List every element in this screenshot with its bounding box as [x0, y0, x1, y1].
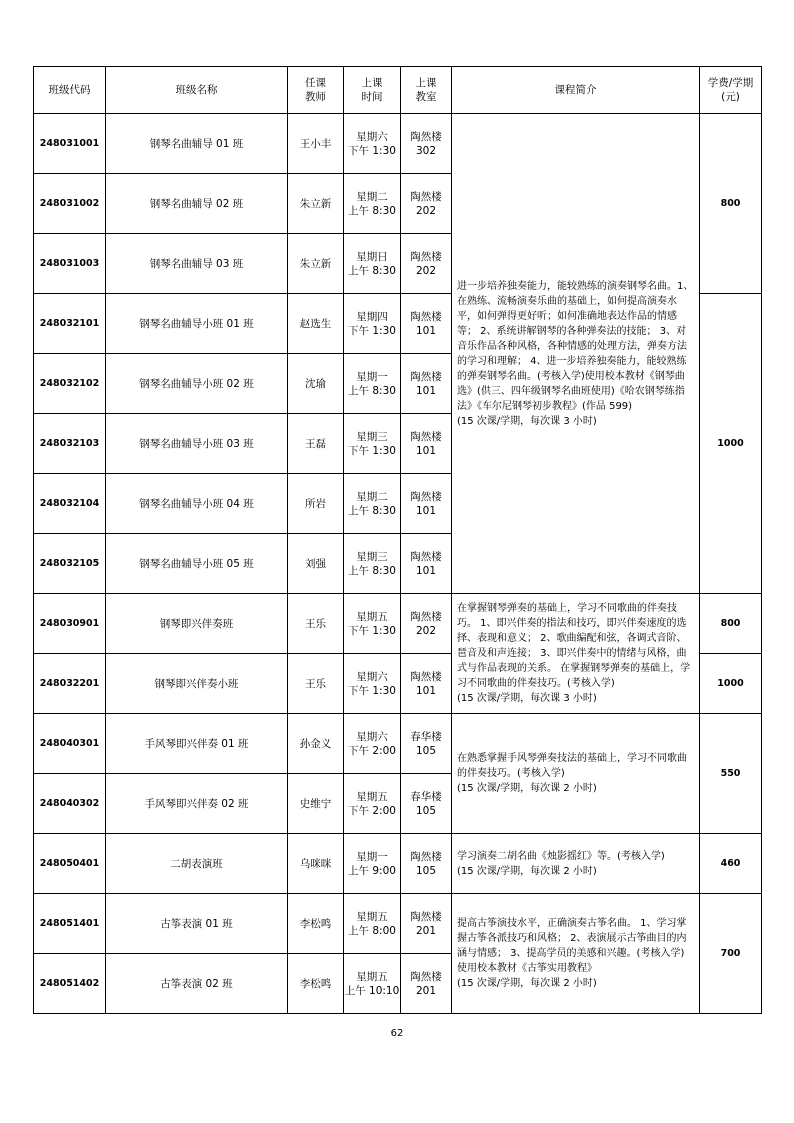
- class-code: 248032104: [34, 474, 106, 534]
- class-time: 星期五 下午 2:00: [344, 774, 401, 834]
- classroom: 陶然楼 101: [401, 354, 452, 414]
- tuition-fee: 550: [700, 714, 762, 834]
- course-description: 学习演奏二胡名曲《烛影摇红》等。(考核入学) (15 次课/学期，每次课 2 小时): [452, 834, 700, 894]
- class-name: 钢琴名曲辅导小班 02 班: [106, 354, 288, 414]
- teacher: 赵选生: [288, 294, 344, 354]
- class-time: 星期五 下午 1:30: [344, 594, 401, 654]
- teacher: 朱立新: [288, 174, 344, 234]
- teacher: 刘强: [288, 534, 344, 594]
- table-row: [34, 714, 762, 774]
- classroom: 陶然楼 101: [401, 654, 452, 714]
- course-description: 进一步培养独奏能力，能较熟练的演奏钢琴名曲。1、在熟练、流畅演奏乐曲的基础上，如何提高演奏水平，如何弹得更好听；如何准确地表达作品的情感等； 2、系统讲解钢琴的各种弹奏法的技能； 3、对音乐作品各种风格，各种情感的处理方法，弹奏方法的学习和理解； 4、进一步培养独奏能力，能较熟练的弹奏钢琴名曲。(考核入学)使用校本教材《钢琴曲选》(供三、四年级钢琴名曲班使用)《哈农钢琴练指法》《车尔尼钢琴初步教程》(作品 599) (15 次课/学期，每次课 3 小时): [452, 114, 700, 594]
- course-table: [33, 66, 762, 1014]
- class-time: 星期日 上午 8:30: [344, 234, 401, 294]
- header-row: [34, 67, 762, 114]
- table-row: [34, 894, 762, 954]
- class-code: 248050401: [34, 834, 106, 894]
- teacher: 孙金义: [288, 714, 344, 774]
- class-name: 钢琴名曲辅导 02 班: [106, 174, 288, 234]
- class-time: 星期六 下午 1:30: [344, 114, 401, 174]
- table-row: [34, 834, 762, 894]
- header-desc: 课程简介: [452, 67, 700, 114]
- class-time: 星期三 下午 1:30: [344, 414, 401, 474]
- class-code: 248051402: [34, 954, 106, 1014]
- classroom: 陶然楼 101: [401, 474, 452, 534]
- class-name: 钢琴名曲辅导小班 01 班: [106, 294, 288, 354]
- classroom: 陶然楼 101: [401, 534, 452, 594]
- class-code: 248040302: [34, 774, 106, 834]
- course-description: 在掌握钢琴弹奏的基础上，学习不同歌曲的伴奏技巧。 1、即兴伴奏的指法和技巧，即兴伴奏速度的选择、表现和意义； 2、歌曲编配和弦，各调式音阶、琶音及和声连接； 3、即兴伴奏中的情绪与风格，曲式与作品表现的关系。 在掌握钢琴弹奏的基础上，学习不同歌曲的伴奏技巧。(考核入学) (15 次课/学期，每次课 3 小时): [452, 594, 700, 714]
- classroom: 春华楼 105: [401, 774, 452, 834]
- class-name: 二胡表演班: [106, 834, 288, 894]
- class-time: 星期四 下午 1:30: [344, 294, 401, 354]
- teacher: 王小丰: [288, 114, 344, 174]
- table-row: [34, 594, 762, 654]
- header-fee: 学费/学期 (元): [700, 67, 762, 114]
- class-time: 星期五 上午 8:00: [344, 894, 401, 954]
- classroom: 陶然楼 302: [401, 114, 452, 174]
- class-name: 钢琴即兴伴奏班: [106, 594, 288, 654]
- class-time: 星期三 上午 8:30: [344, 534, 401, 594]
- class-code: 248032103: [34, 414, 106, 474]
- table-row: [34, 114, 762, 174]
- tuition-fee: 700: [700, 894, 762, 1014]
- class-name: 钢琴名曲辅导 03 班: [106, 234, 288, 294]
- classroom: 陶然楼 202: [401, 174, 452, 234]
- teacher: 史维宁: [288, 774, 344, 834]
- class-code: 248031002: [34, 174, 106, 234]
- class-time: 星期一 上午 8:30: [344, 354, 401, 414]
- class-name: 钢琴名曲辅导 01 班: [106, 114, 288, 174]
- class-name: 古筝表演 02 班: [106, 954, 288, 1014]
- tuition-fee: 800: [700, 114, 762, 294]
- class-code: 248031001: [34, 114, 106, 174]
- header-name: 班级名称: [106, 67, 288, 114]
- classroom: 春华楼 105: [401, 714, 452, 774]
- course-description: 提高古筝演技水平，正确演奏古筝名曲。 1、学习掌握古筝各派技巧和风格； 2、表演展示古筝曲目的内涵与情感； 3、提高学员的美感和兴趣。(考核入学)使用校本教材《古筝实用教程》 (15 次课/学期，每次课 2 小时): [452, 894, 700, 1014]
- tuition-fee: 1000: [700, 294, 762, 594]
- class-code: 248032102: [34, 354, 106, 414]
- class-time: 星期六 下午 2:00: [344, 714, 401, 774]
- class-name: 钢琴名曲辅导小班 05 班: [106, 534, 288, 594]
- class-time: 星期六 下午 1:30: [344, 654, 401, 714]
- class-name: 钢琴名曲辅导小班 03 班: [106, 414, 288, 474]
- class-time: 星期二 上午 8:30: [344, 474, 401, 534]
- teacher: 李松鸣: [288, 954, 344, 1014]
- class-name: 钢琴即兴伴奏小班: [106, 654, 288, 714]
- header-teacher: 任课 教师: [288, 67, 344, 114]
- tuition-fee: 460: [700, 834, 762, 894]
- teacher: 朱立新: [288, 234, 344, 294]
- course-description: 在熟悉掌握手风琴弹奏技法的基础上，学习不同歌曲的伴奏技巧。(考核入学) (15 次课/学期，每次课 2 小时): [452, 714, 700, 834]
- teacher: 所岩: [288, 474, 344, 534]
- class-code: 248040301: [34, 714, 106, 774]
- teacher: 王乐: [288, 654, 344, 714]
- class-name: 手风琴即兴伴奏 01 班: [106, 714, 288, 774]
- classroom: 陶然楼 202: [401, 594, 452, 654]
- header-room: 上课 教室: [401, 67, 452, 114]
- class-time: 星期二 上午 8:30: [344, 174, 401, 234]
- class-time: 星期一 上午 9:00: [344, 834, 401, 894]
- classroom: 陶然楼 202: [401, 234, 452, 294]
- class-code: 248031003: [34, 234, 106, 294]
- teacher: 沈瑜: [288, 354, 344, 414]
- header-time: 上课 时间: [344, 67, 401, 114]
- tuition-fee: 1000: [700, 654, 762, 714]
- class-code: 248030901: [34, 594, 106, 654]
- class-name: 手风琴即兴伴奏 02 班: [106, 774, 288, 834]
- class-time: 星期五 上午 10:10: [344, 954, 401, 1014]
- class-code: 248032101: [34, 294, 106, 354]
- classroom: 陶然楼 201: [401, 894, 452, 954]
- class-name: 钢琴名曲辅导小班 04 班: [106, 474, 288, 534]
- classroom: 陶然楼 201: [401, 954, 452, 1014]
- teacher: 王乐: [288, 594, 344, 654]
- teacher: 王磊: [288, 414, 344, 474]
- header-code: 班级代码: [34, 67, 106, 114]
- classroom: 陶然楼 101: [401, 294, 452, 354]
- class-name: 古筝表演 01 班: [106, 894, 288, 954]
- page-number: 62: [390, 1028, 404, 1039]
- teacher: 乌咪咪: [288, 834, 344, 894]
- classroom: 陶然楼 101: [401, 414, 452, 474]
- tuition-fee: 800: [700, 594, 762, 654]
- teacher: 李松鸣: [288, 894, 344, 954]
- class-code: 248032105: [34, 534, 106, 594]
- class-code: 248032201: [34, 654, 106, 714]
- classroom: 陶然楼 105: [401, 834, 452, 894]
- class-code: 248051401: [34, 894, 106, 954]
